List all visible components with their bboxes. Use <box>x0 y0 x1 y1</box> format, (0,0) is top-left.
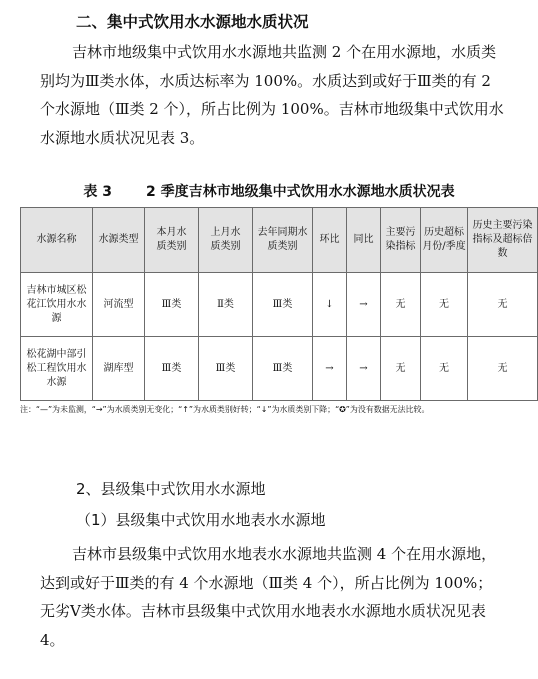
paragraph-line: 别均为Ⅲ类水体，水质达标率为 100%。水质达到或好于Ⅲ类的有 2 <box>40 71 491 90</box>
cell-last-month-class: Ⅱ类 <box>199 273 253 337</box>
paragraph-line: 4。 <box>40 630 65 649</box>
subheading-county-level: 2、县级集中式饮用水水源地 <box>76 480 266 498</box>
header-historic-pollutant: 历史主要污染指标及超标倍数 <box>468 208 538 273</box>
cell-current-class: Ⅲ类 <box>145 337 199 401</box>
header-source-name: 水源名称 <box>21 208 93 273</box>
cell-historic-pollutant: 无 <box>468 273 538 337</box>
table-header-row <box>21 208 538 273</box>
table-caption <box>0 181 538 201</box>
table-caption-number: 表 3 <box>83 184 112 200</box>
header-current-month-class: 本月水质类别 <box>145 208 199 273</box>
paragraph-line: 无劣Ⅴ类水体。吉林市县级集中式饮用水地表水水源地水质状况见表 <box>40 602 486 620</box>
table-row <box>21 337 538 401</box>
cell-source-type: 湖库型 <box>93 337 145 401</box>
cell-month-on-month: → <box>313 337 347 401</box>
table-note: 注：“—”为未监测，“→”为水质类别无变化；“↑”为水质类别好转；“↓”为水质类别下降；“✪”为没有数据无法比较。 <box>20 405 430 414</box>
paragraph-line: 个水源地（Ⅲ类 2 个），所占比例为 100%。吉林市地级集中式饮用水 <box>40 100 504 118</box>
cell-year-on-year: → <box>347 273 381 337</box>
cell-last-year-class: Ⅲ类 <box>253 337 313 401</box>
cell-main-pollutant: 无 <box>381 337 421 401</box>
section-heading: 二、集中式饮用水水源地水质状况 <box>76 13 309 31</box>
cell-month-on-month: ↓ <box>313 273 347 337</box>
header-last-month-class: 上月水质类别 <box>199 208 253 273</box>
header-source-type: 水源类型 <box>93 208 145 273</box>
paragraph-line: 水源地水质状况见表 3。 <box>40 128 205 147</box>
paragraph-summary <box>40 38 502 152</box>
paragraph-county-summary <box>40 540 502 654</box>
cell-main-pollutant: 无 <box>381 273 421 337</box>
header-historic-exceed-period: 历史超标月份/季度 <box>421 208 468 273</box>
cell-year-on-year: → <box>347 337 381 401</box>
cell-historic-pollutant: 无 <box>468 337 538 401</box>
cell-last-year-class: Ⅲ类 <box>253 273 313 337</box>
cell-historic-period: 无 <box>421 337 468 401</box>
header-main-pollutant: 主要污染指标 <box>381 208 421 273</box>
cell-current-class: Ⅲ类 <box>145 273 199 337</box>
cell-source-name: 松花湖中部引松工程饮用水水源 <box>21 337 93 401</box>
water-quality-table <box>20 207 538 401</box>
header-month-on-month: 环比 <box>313 208 347 273</box>
paragraph-line: 吉林市地级集中式饮用水水源地共监测 2 个在用水源地，水质类 <box>72 43 497 61</box>
table-row <box>21 273 538 337</box>
header-last-year-class: 去年同期水质类别 <box>253 208 313 273</box>
paragraph-line: 吉林市县级集中式饮用水地表水水源地共监测 4 个在用水源地， <box>72 545 497 563</box>
cell-source-name: 吉林市城区松花江饮用水水源 <box>21 273 93 337</box>
subheading-county-surface-water: （1）县级集中式饮用水地表水水源地 <box>76 511 326 529</box>
cell-source-type: 河流型 <box>93 273 145 337</box>
cell-historic-period: 无 <box>421 273 468 337</box>
header-year-on-year: 同比 <box>347 208 381 273</box>
table-caption-title: 2 季度吉林市地级集中式饮用水水源地水质状况表 <box>146 184 455 200</box>
paragraph-line: 达到或好于Ⅲ类的有 4 个水源地（Ⅲ类 4 个），所占比例为 100%； <box>40 573 493 592</box>
cell-last-month-class: Ⅲ类 <box>199 337 253 401</box>
